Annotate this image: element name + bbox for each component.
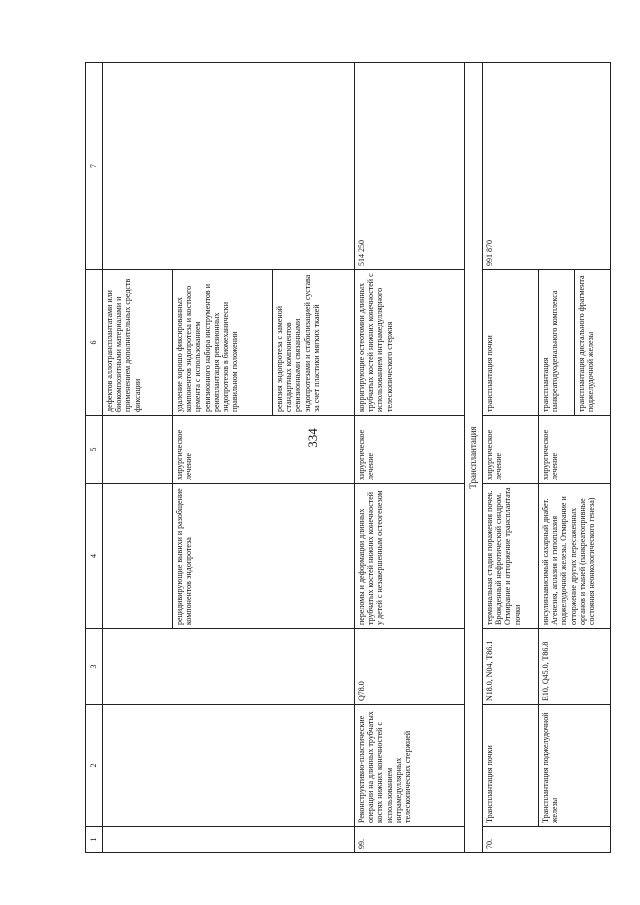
cell-method: трансплантация дистального фрагмента поджелудочной железы <box>575 270 611 416</box>
cell-num: 99. <box>355 827 465 853</box>
table-row-70 <box>483 63 539 853</box>
cell-name: Трансплантация почки <box>483 705 539 827</box>
cell-name: Реконструктивно-пластические операции на длинных трубчатых костях нижних конечностей с использованием интрамедуллярных телескопических стержней <box>355 705 465 827</box>
rotated-table <box>85 63 597 853</box>
col-header: 7 <box>86 63 103 270</box>
cell-method: трансплантация почки <box>483 270 539 416</box>
cell-num: 70. <box>483 827 611 853</box>
cell-cost: 991 870 <box>483 63 611 270</box>
cell-treatment: хирургическое лечение <box>173 416 355 484</box>
cell-name: Трансплантация поджелудочной железы <box>539 705 611 827</box>
header-row <box>86 63 103 853</box>
cell-name <box>103 705 355 827</box>
cell-model <box>103 484 173 629</box>
cell-codes: Q78.0 <box>355 629 465 705</box>
cell-model: переломы и деформации длинных трубчатых костей нижних конечностей у детей с незавершенным остеогенезом <box>355 484 465 629</box>
cell-method: дефектов аллотрансплантатами или биокомпозитными материалами и применением дополнительных средств фиксации <box>103 270 173 416</box>
col-header: 1 <box>86 827 103 853</box>
cell-method: удаление хорошо фиксированных компонентов эндопротеза и костного цемента с использованием ревизионного набора инструментов и реимплантация ревизионных эндопротезов в биомеханически правильном положении <box>173 270 273 416</box>
medical-care-table <box>85 62 611 853</box>
col-header: 3 <box>86 629 103 705</box>
cell-codes: E10, Q45.0, T86.8 <box>539 629 611 705</box>
table-row-99 <box>355 63 465 853</box>
col-header: 4 <box>86 484 103 629</box>
col-header: 2 <box>86 705 103 827</box>
cell-model: рецидивирующие вывихи и разобщение компонентов эндопротеза <box>173 484 355 629</box>
cell-num <box>103 827 355 853</box>
cell-cost: 514 250 <box>355 63 465 270</box>
cell-cost <box>103 63 355 270</box>
cell-treatment: хирургическое лечение <box>483 416 539 484</box>
cell-treatment: хирургическое лечение <box>539 416 611 484</box>
cell-model: терминальная стадия поражения почек. Врожденный нефротический синдром. Отмирание и отторжение трансплантата почки <box>483 484 539 629</box>
section-row <box>465 63 483 853</box>
cell-codes: N18.0, N04, T86.1 <box>483 629 539 705</box>
col-header: 5 <box>86 416 103 484</box>
section-title: Трансплантация <box>465 63 483 853</box>
cell-treatment: хирургическое лечение <box>355 416 465 484</box>
table-area <box>85 63 597 853</box>
cell-method: трансплантация панкреатодуоденального комплекса <box>539 270 575 416</box>
cell-codes <box>103 629 355 705</box>
cell-treatment <box>103 416 173 484</box>
col-header: 6 <box>86 270 103 416</box>
cell-method: корригирующие остеотомии длинных трубчатых костей нижних конечностей с использованием интрамедуллярного телескопического стержня <box>355 270 465 416</box>
table-row <box>103 63 173 853</box>
cell-model: инсулинзависимый сахарный диабет. Агенезия, аплазия и гипоплазия поджелудочной железы. Отмирание и отторжение других пересаженных органов и тканей (панкреатопривные состояния неонкологического генеза) <box>539 484 611 629</box>
cell-method: ревизия эндопротеза с заменой стандартных компонентов ревизионными связанными эндопротезами и стабилизацией сустава за счет пластики мягких тканей <box>273 270 355 416</box>
page-number: 334 <box>304 428 320 448</box>
